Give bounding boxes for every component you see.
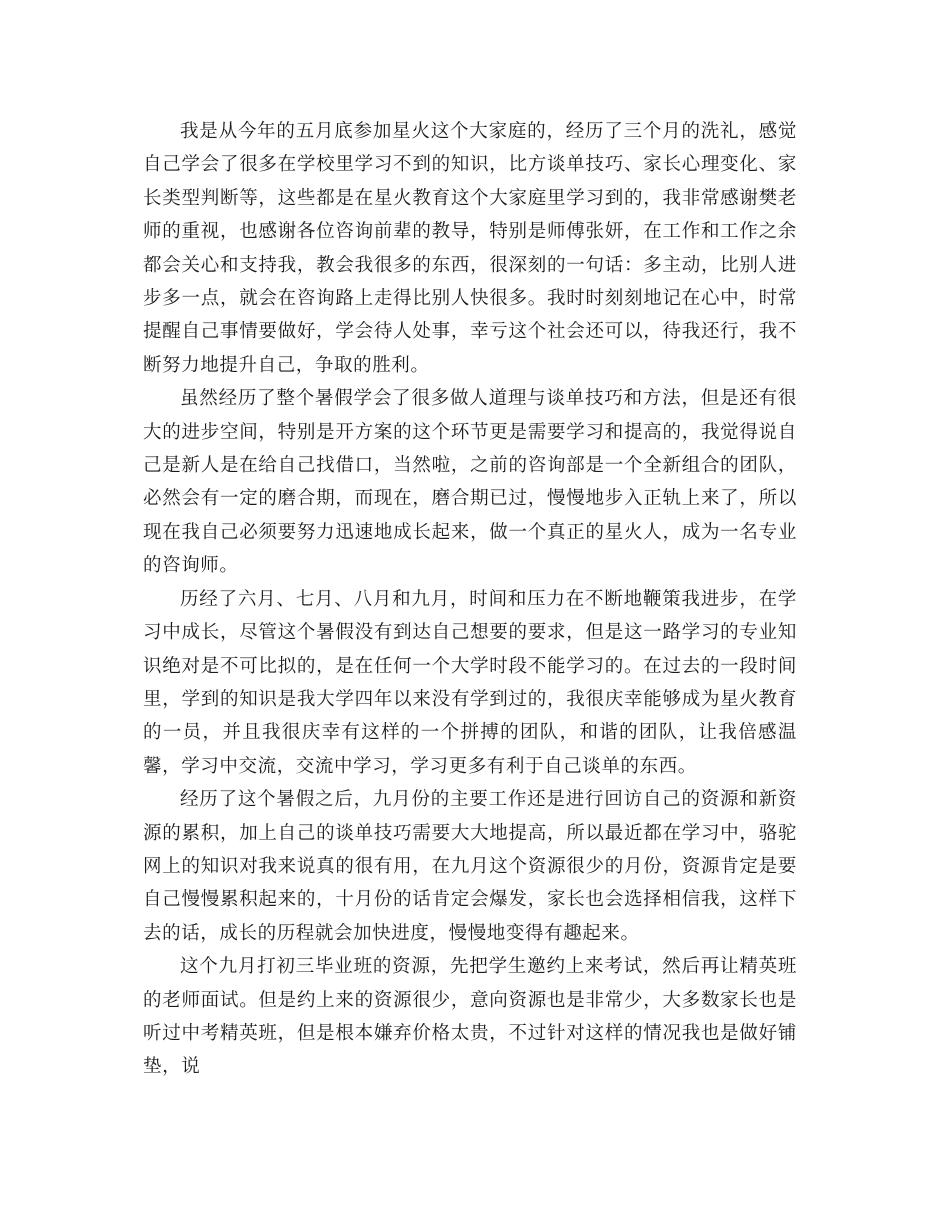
- paragraph-5: 这个九月打初三毕业班的资源，先把学生邀约上来考试，然后再让精英班的老师面试。但是约上来的资源很少，意向资源也是非常少，大多数家长也是听过中考精英班，但是根本嫌弃价格太贵，不过针对这样的情况我也是做好铺垫，说: [143, 956, 797, 1078]
- paragraph-1: 我是从今年的五月底参加星火这个大家庭的，经历了三个月的洗礼，感觉自己学会了很多在学校里学习不到的知识，比方谈单技巧、家长心理变化、家长类型判断等，这些都是在星火教育这个大家庭里学习到的，我非常感谢樊老师的重视，也感谢各位咨询前辈的教导，特别是师傅张妍，在工作和工作之余都会关心和支持我，教会我很多的东西，很深刻的一句话：多主动，比别人进步多一点，就会在咨询路上走得比别人快很多。我时时刻刻地记在心中，时常提醒自己事情要做好，学会待人处事，幸亏这个社会还可以，待我还行，我不断努力地提升自己，争取的胜利。: [143, 121, 797, 376]
- paragraph-2: 虽然经历了整个暑假学会了很多做人道理与谈单技巧和方法，但是还有很大的进步空间，特别是开方案的这个环节更是需要学习和提高的，我觉得说自己是新人是在给自己找借口，当然啦，之前的咨询部是一个全新组合的团队，必然会有一定的磨合期，而现在，磨合期已过，慢慢地步入正轨上来了，所以现在我自己必须要努力迅速地成长起来，做一个真正的星火人，成为一名专业的咨询师。: [143, 388, 797, 577]
- document-body: [143, 115, 797, 1084]
- paragraph-4: 经历了这个暑假之后，九月份的主要工作还是进行回访自己的资源和新资源的累积，加上自己的谈单技巧需要大大地提高，所以最近都在学习中，骆驼网上的知识对我来说真的很有用，在九月这个资源很少的月份，资源肯定是要自己慢慢累积起来的，十月份的话肯定会爆发，家长也会选择相信我，这样下去的话，成长的历程就会加快进度，慢慢地变得有趣起来。: [143, 789, 797, 944]
- paragraph-3: 历经了六月、七月、八月和九月，时间和压力在不断地鞭策我进步，在学习中成长，尽管这个暑假没有到达自己想要的要求，但是这一路学习的专业知识绝对是不可比拟的，是在任何一个大学时段不能学习的。在过去的一段时间里，学到的知识是我大学四年以来没有学到过的，我很庆幸能够成为星火教育的一员，并且我很庆幸有这样的一个拼搏的团队，和谐的团队，让我倍感温馨，学习中交流，交流中学习，学习更多有利于自己谈单的东西。: [143, 588, 797, 777]
